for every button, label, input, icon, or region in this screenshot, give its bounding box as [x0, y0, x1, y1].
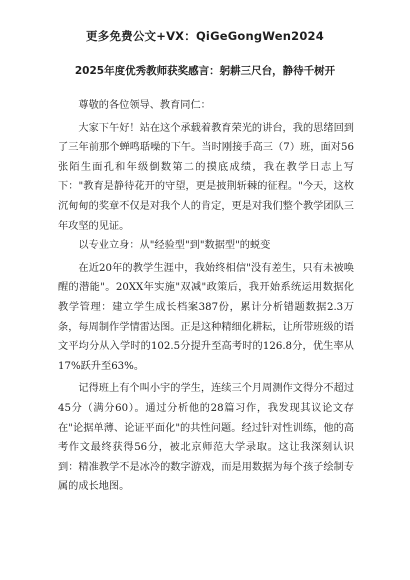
body-paragraph-3: 记得班上有个叫小宇的学生，连续三个月周测作文得分不超过45分（满分60）。通过分析他的28篇习作，我发现其议论文存在"论据单薄、论证平面化"的共性问题。经过针对性训练，他的高考作文最终获得56分，被北京师范大学录取。这让我深刻认识到：精准教学不是冰冷的数字游戏，而是用数据为每个孩子绘制专属的成长地图。 [58, 383, 354, 493]
body-paragraph-1: 大家下午好！站在这个承载着教育荣光的讲台，我的思绪回到了三年前那个蝉鸣聒噪的下午。当时刚接手高三（7）班，面对56张陌生面孔和年级倒数第二的摸底成绩，我在教学日志上写下："教育是静待花开的守望，更是披荆斩棘的征程。"今天，这枚沉甸甸的奖章不仅是对我个人的肯定，更是对我们整个教学团队三年攻坚的见证。 [58, 122, 354, 232]
body-paragraph-2: 在近20年的教学生涯中，我始终相信"没有差生，只有未被唤醒的潜能"。20XX年实施"双减"政策后，我开始系统运用数据化教学管理：建立学生成长档案387份，累计分析错题数据2.3万条，每周制作学情雷达图。正是这种精细化耕耘，让所带班级的语文平均分从入学时的102.5分提升至高考时的126.8分，优生率从17%跃升至63%。 [58, 262, 354, 372]
page-header: 更多免费公文+VX：QiGeGongWen2024 [86, 29, 324, 43]
document-title: 2025年度优秀教师获奖感言：躬耕三尺台，静待千树开 [74, 65, 336, 77]
document-body [58, 90, 354, 497]
greeting-paragraph: 尊敬的各位领导、教育同仁： [78, 100, 211, 111]
section-heading: 以专业立身：从"经验型"到"数据型"的蜕变 [78, 240, 271, 252]
